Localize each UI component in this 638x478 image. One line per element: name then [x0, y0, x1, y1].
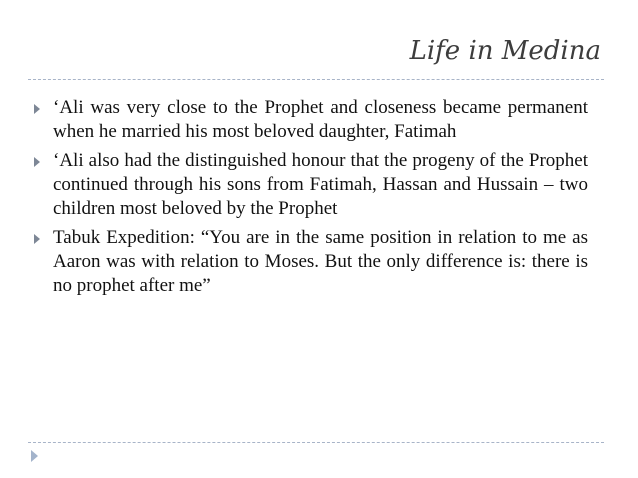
- bullet-text: ‘Ali was very close to the Prophet and closeness became permanent when he married his most beloved daughter, Fatimah: [53, 97, 588, 142]
- bullet-text: Tabuk Expedition: “You are in the same position in relation to me as Aaron was with relation to Moses. But the only difference is: there is no prophet after me”: [53, 227, 588, 296]
- triangle-right-icon: [34, 234, 40, 244]
- footer-triangle-icon: [31, 450, 38, 462]
- bullet-item: [34, 96, 588, 144]
- bullet-list: [34, 96, 588, 303]
- bullet-item: [34, 149, 588, 221]
- triangle-right-icon: [34, 104, 40, 114]
- bullet-item: [34, 226, 588, 298]
- footer-divider: [28, 442, 604, 443]
- title-divider: [28, 79, 604, 80]
- bullet-text: ‘Ali also had the distinguished honour that the progeny of the Prophet continued through his sons from Fatimah, Hassan and Hussain – two children most beloved by the Prophet: [53, 150, 588, 219]
- slide-title: Life in Medina: [409, 36, 601, 66]
- triangle-right-icon: [34, 157, 40, 167]
